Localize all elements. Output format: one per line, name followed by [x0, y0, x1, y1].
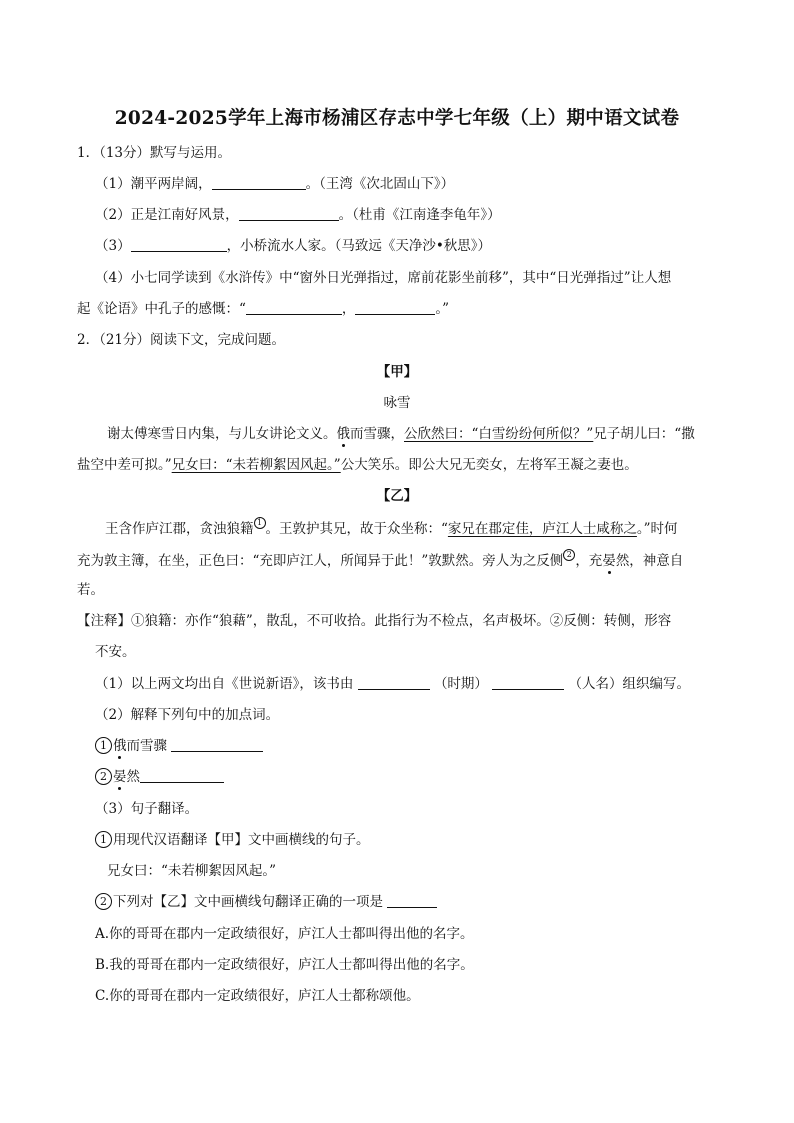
sub-question-2-item-1 [95, 736, 263, 756]
dotted-word: 俄 [336, 426, 350, 442]
q1-s1-after: 。（王湾《次北固山下》） [305, 176, 455, 192]
item-number: 2 [95, 893, 112, 910]
answer-blank[interactable] [239, 206, 339, 221]
passage-text: 而雪骤， [350, 426, 404, 442]
dotted-word: 俄 [113, 738, 127, 754]
sub-question-1 [95, 674, 690, 694]
annotation-line-1: 【注释】①狼籍：亦作“狼藉”，散乱，不可收拾。此指行为不检点，名声极坏。②反侧：转侧，形容 [77, 613, 672, 629]
item-text: 然 [126, 769, 140, 785]
q1-s3-after: ，小桥流水人家。（马致远《天净沙•秋思》） [226, 238, 492, 254]
underlined-sentence: 公欣然曰：“白雪纷纷何所似？” [404, 426, 594, 442]
passage-text: 盐空中差可拟。” [77, 457, 172, 473]
answer-blank[interactable] [387, 893, 437, 908]
passage-text: 。王敦护其兄，故于众坐称：“ [265, 521, 448, 537]
question-text: （时期） [433, 676, 488, 692]
passage-text: 公大笑乐。即公大兄无奕女，左将军王凝之妻也。 [340, 457, 638, 473]
passage-text: 然，神意自 [615, 553, 684, 569]
item-number: 1 [95, 737, 112, 754]
section-jia-label: 【甲】 [376, 364, 418, 380]
q1-s1-before: （1）潮平两岸阔， [95, 176, 212, 192]
answer-blank[interactable] [131, 237, 227, 252]
answer-blank[interactable] [492, 675, 564, 690]
dotted-word: 晏 [113, 769, 127, 785]
dotted-word: 晏 [602, 553, 616, 569]
question-1-item-4-line-1: （4）小七同学读到《水浒传》中“窗外日光弹指过，席前花影坐前移”，其中“日光弹指过”让人想 [95, 270, 672, 286]
passage-title: 咏雪 [383, 395, 411, 411]
q1-s4-after: 。” [435, 301, 450, 317]
question-2-heading: 2．（21分）阅读下文，完成问题。 [77, 332, 286, 348]
item-number: 2 [95, 768, 112, 785]
passage-text: 兄子胡儿曰：“撒 [593, 426, 695, 442]
passage-jia-line-1 [107, 424, 695, 444]
option-b[interactable]: B.我的哥哥在郡内一定政绩很好，庐江人士都叫得出他的名字。 [95, 957, 474, 973]
translation-item-2 [95, 892, 437, 912]
question-1-item-2 [95, 205, 501, 225]
underlined-sentence: 兄女曰：“未若柳絮因风起。” [171, 457, 341, 473]
q1-s4-comma: ， [341, 301, 356, 317]
item-text: 用现代汉语翻译【甲】文中画横线的句子。 [113, 832, 370, 848]
answer-blank[interactable] [358, 675, 430, 690]
footnote-marker: 2 [563, 549, 575, 561]
option-c[interactable]: C.你的哥哥在郡内一定政绩很好，庐江人士都称颂他。 [95, 988, 420, 1004]
answer-blank[interactable] [140, 768, 224, 783]
question-1-heading: 1．（13分）默写与运用。 [77, 145, 232, 161]
answer-blank[interactable] [212, 175, 306, 190]
q1-s2-after: 。（杜甫《江南逢李龟年》） [338, 207, 501, 223]
passage-text: 充为敦主簿，在坐，正色曰：“充即庐江人，所闻异于此！”敦默然。旁人为之反侧 [77, 553, 564, 569]
section-yi-label: 【乙】 [376, 488, 418, 504]
question-1-item-1 [95, 174, 454, 194]
sub-question-2: （2）解释下列句中的加点词。 [95, 707, 280, 723]
q1-s2-before: （2）正是江南好风景， [95, 207, 239, 223]
passage-jia-line-2 [77, 455, 638, 475]
answer-blank[interactable] [355, 300, 435, 315]
passage-text: ，充 [575, 553, 603, 569]
item-number: 1 [95, 831, 112, 848]
question-text: （人名）组织编写。 [568, 676, 691, 692]
annotation-line-2: 不安。 [95, 644, 136, 660]
option-a[interactable]: A.你的哥哥在郡内一定政绩很好，庐江人士都叫得出他的名字。 [95, 926, 474, 942]
passage-yi-line-2 [77, 549, 683, 571]
question-1-item-4-line-2 [77, 299, 449, 319]
answer-blank[interactable] [171, 737, 263, 752]
answer-blank[interactable] [246, 300, 342, 315]
item-text: 下列对【乙】文中画横线句翻译正确的一项是 [113, 894, 383, 910]
page-title: 2024-2025学年上海市杨浦区存志中学七年级（上）期中语文试卷 [114, 108, 680, 129]
q1-s4-before: 起《论语》中孔子的感慨：“ [77, 301, 246, 317]
translation-quote: 兄女曰：“未若柳絮因风起。” [107, 863, 277, 879]
passage-text: 。”时何 [636, 521, 678, 537]
q1-s3-before: （3） [95, 238, 131, 254]
question-text: （1）以上两文均出自《世说新语》，该书由 [95, 676, 354, 692]
footnote-marker: 1 [254, 517, 266, 529]
passage-yi-line-1 [105, 517, 678, 539]
question-1-item-3 [95, 236, 491, 256]
passage-yi-line-3: 若。 [77, 582, 104, 598]
sub-question-3: （3）句子翻译。 [95, 801, 199, 817]
passage-text: 王含作庐江郡，贪浊狼籍 [105, 521, 254, 537]
passage-text: 谢太傅寒雪日内集，与儿女讲论文义。 [107, 426, 337, 442]
translation-item-1 [95, 830, 370, 850]
item-text: 而雪骤 [126, 738, 167, 754]
underlined-sentence: 家兄在郡定佳，庐江人士咸称之 [447, 521, 637, 537]
sub-question-2-item-2 [95, 767, 224, 787]
